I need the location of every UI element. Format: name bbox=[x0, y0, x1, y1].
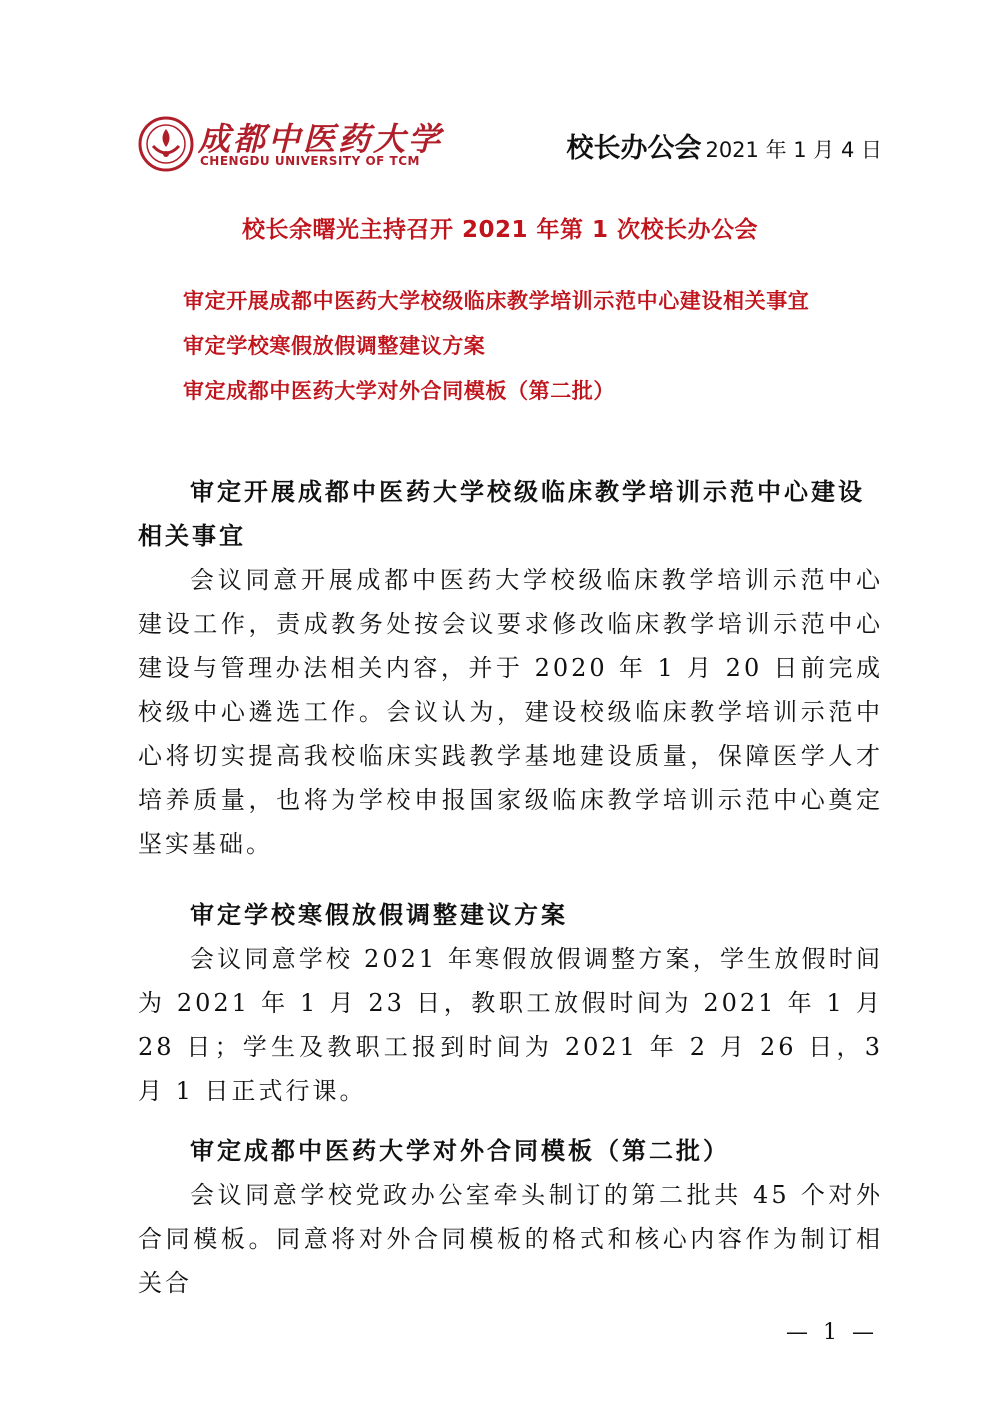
section-title: 审定成都中医药大学对外合同模板（第二批） bbox=[190, 1136, 730, 1165]
topic-item: 审定开展成都中医药大学校级临床教学培训示范中心建设相关事宜 bbox=[183, 289, 810, 313]
section-clinical-center bbox=[138, 470, 883, 866]
main-title: 校长余曙光主持召开 2021 年第 1 次校长办公会 bbox=[241, 217, 759, 243]
meeting-info bbox=[566, 126, 882, 165]
topic-item: 审定成都中医药大学对外合同模板（第二批） bbox=[183, 379, 615, 403]
topic-item: 审定学校寒假放假调整建议方案 bbox=[183, 334, 486, 358]
section-body: 会议同意学校党政办公室牵头制订的第二批共 45 个对外合同模板。同意将对外合同模板的格式和核心内容作为制订相关合 bbox=[138, 1181, 883, 1297]
section-winter-break bbox=[138, 893, 883, 1113]
logo-chinese-name: 成都中医药大学 bbox=[198, 120, 444, 158]
university-logo bbox=[138, 110, 444, 180]
meeting-date: 2021 年 1 月 4 日 bbox=[705, 138, 882, 162]
meeting-name: 校长办公会 bbox=[566, 133, 702, 164]
section-title: 审定学校寒假放假调整建议方案 bbox=[190, 900, 568, 929]
section-contract-templates bbox=[138, 1129, 883, 1305]
document-header bbox=[138, 110, 882, 182]
page-number: — 1 — bbox=[786, 1320, 878, 1345]
logo-english-name: CHENGDU UNIVERSITY OF TCM bbox=[200, 154, 420, 168]
section-title: 审定开展成都中医药大学校级临床教学培训示范中心建设相关事宜 bbox=[138, 477, 865, 550]
section-body: 会议同意学校 2021 年寒假放假调整方案，学生放假时间为 2021 年 1 月 23 日，教职工放假时间为 2021 年 1 月 28 日；学生及教职工报到时间为 2021 年 2 月 26 日，3 月 1 日正式行课。 bbox=[138, 945, 883, 1105]
topic-list bbox=[183, 286, 809, 421]
section-body: 会议同意开展成都中医药大学校级临床教学培训示范中心建设工作，责成教务处按会议要求修改临床教学培训示范中心建设与管理办法相关内容，并于 2020 年 1 月 20 日前完成校级中心遴选工作。会议认为，建设校级临床教学培训示范中心将切实提高我校临床实践教学基地建设质量，保障医学人才培养质量，也将为学校申报国家级临床教学培训示范中心奠定坚实基础。 bbox=[138, 566, 883, 858]
university-seal-icon bbox=[138, 116, 194, 172]
